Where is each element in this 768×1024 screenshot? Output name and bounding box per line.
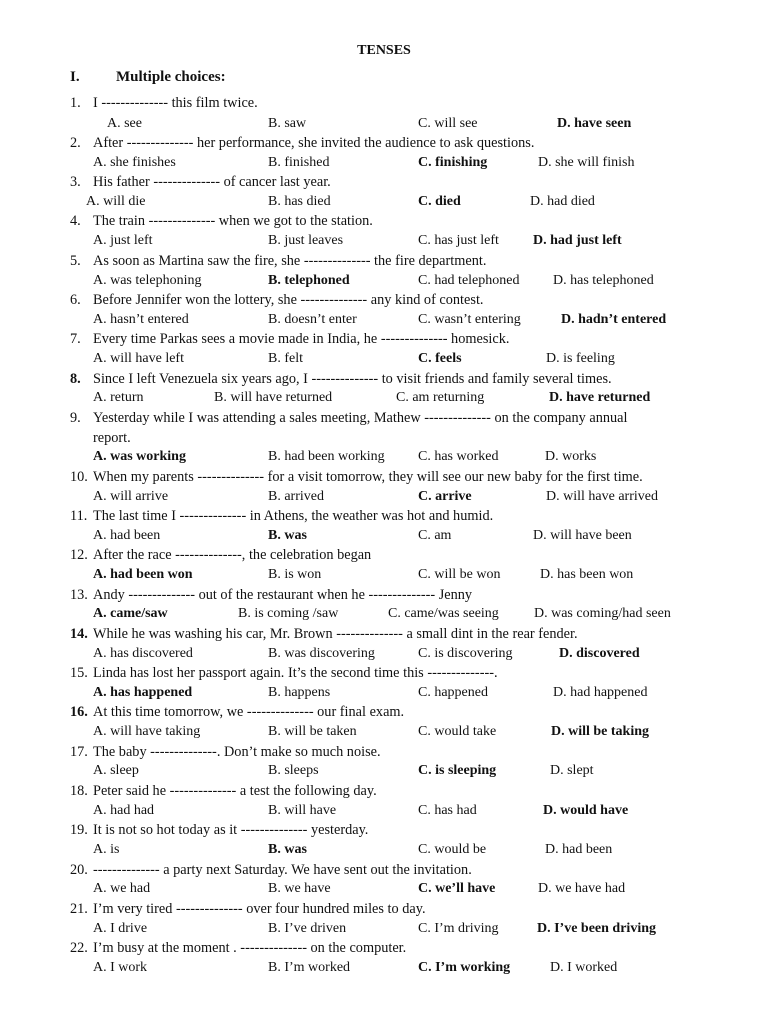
- question-text: While he was washing his car, Mr. Brown -------------- a small dint in the rear fender.: [93, 626, 578, 642]
- question-17: [70, 742, 381, 762]
- answer-option-a: A. will arrive: [93, 489, 169, 504]
- answer-option-d: D. I worked: [550, 960, 618, 975]
- question-number: 2.: [70, 135, 81, 151]
- question-4: [70, 211, 373, 231]
- question-5: [70, 251, 486, 271]
- question-text-continued: report.: [93, 430, 131, 446]
- answer-option-b: B. doesn’t enter: [268, 312, 357, 327]
- question-7: [70, 329, 509, 349]
- question-16: [70, 702, 404, 722]
- question-text: When my parents -------------- for a visit tomorrow, they will see our new baby for the first time.: [93, 469, 643, 485]
- question-text: Yesterday while I was attending a sales meeting, Mathew -------------- on the company annual: [93, 410, 628, 426]
- question-text: His father -------------- of cancer last year.: [93, 174, 331, 190]
- answer-option-c: C. we’ll have: [418, 881, 496, 896]
- answer-option-c: C. am returning: [396, 390, 485, 405]
- question-number: 18.: [70, 783, 88, 799]
- answer-option-c: C. would be: [418, 842, 487, 857]
- answer-option-b: B. we have: [268, 881, 331, 896]
- question-text: I’m busy at the moment . -------------- on the computer.: [93, 940, 407, 956]
- answer-option-b: B. was: [268, 842, 307, 857]
- question-number: 13.: [70, 587, 88, 603]
- question-number: 22.: [70, 940, 88, 956]
- answer-option-b: B. felt: [268, 351, 303, 366]
- answer-option-d: D. I’ve been driving: [537, 921, 656, 936]
- question-18: [70, 781, 377, 801]
- question-15: [70, 663, 498, 683]
- answer-option-a: A. return: [93, 390, 144, 405]
- question-number: 15.: [70, 665, 88, 681]
- question-number: 10.: [70, 469, 88, 485]
- question-number: 8.: [70, 371, 81, 387]
- answer-option-a: A. had had: [93, 803, 155, 818]
- answer-option-a: A. was working: [93, 449, 186, 464]
- answer-option-c: C. feels: [418, 351, 462, 366]
- answer-option-b: B. finished: [268, 155, 330, 170]
- answer-option-d: D. had died: [530, 194, 595, 209]
- answer-option-d: D. had happened: [553, 685, 648, 700]
- question-text: The train -------------- when we got to the station.: [93, 213, 373, 229]
- answer-option-d: D. will have arrived: [546, 489, 658, 504]
- question-2: [70, 133, 534, 153]
- answer-option-b: B. was: [268, 528, 307, 543]
- answer-option-d: D. has been won: [540, 567, 634, 582]
- answer-option-d: D. will have been: [533, 528, 632, 543]
- answer-option-c: C. wasn’t entering: [418, 312, 521, 327]
- question-19: [70, 820, 368, 840]
- answer-option-d: D. will be taking: [551, 724, 650, 739]
- answer-option-c: C. arrive: [418, 489, 472, 504]
- answer-option-d: D. had just left: [533, 233, 622, 248]
- question-number: 17.: [70, 744, 88, 760]
- answer-option-c: C. is sleeping: [418, 763, 497, 778]
- question-11: [70, 506, 493, 526]
- question-text: The last time I -------------- in Athens, the weather was hot and humid.: [93, 508, 494, 524]
- answer-option-b: B. had been working: [268, 449, 385, 464]
- answer-option-c: C. will be won: [418, 567, 501, 582]
- question-20: [70, 860, 472, 880]
- question-13: [70, 585, 472, 605]
- answer-option-b: B. just leaves: [268, 233, 344, 248]
- answer-option-b: B. is coming /saw: [238, 606, 339, 621]
- answer-option-a: A. was telephoning: [93, 273, 202, 288]
- answer-option-a: A. I drive: [93, 921, 148, 936]
- answer-option-b: B. will be taken: [268, 724, 357, 739]
- question-6: [70, 290, 484, 310]
- question-text: Every time Parkas sees a movie made in India, he -------------- homesick.: [93, 331, 510, 347]
- question-text: -------------- a party next Saturday. We have sent out the invitation.: [93, 862, 472, 878]
- question-text: The baby --------------. Don’t make so much noise.: [93, 744, 381, 760]
- answer-option-c: C. I’m driving: [418, 921, 499, 936]
- question-number: 20.: [70, 862, 88, 878]
- answer-option-a: A. has discovered: [93, 646, 193, 661]
- question-10: [70, 467, 643, 487]
- answer-option-b: B. arrived: [268, 489, 324, 504]
- page-title: TENSES: [357, 43, 411, 58]
- question-8: [70, 369, 612, 389]
- answer-option-d: D. would have: [543, 803, 629, 818]
- answer-option-a: A. is: [93, 842, 120, 857]
- question-number: 3.: [70, 174, 81, 190]
- question-text: It is not so hot today as it -------------- yesterday.: [93, 822, 369, 838]
- answer-option-c: C. would take: [418, 724, 497, 739]
- answer-option-c: C. has just left: [418, 233, 499, 248]
- question-number: 6.: [70, 292, 81, 308]
- answer-option-d: D. we have had: [538, 881, 626, 896]
- question-9: [70, 408, 628, 428]
- answer-option-d: D. slept: [550, 763, 594, 778]
- answer-option-a: A. has happened: [93, 685, 193, 700]
- answer-option-d: D. was coming/had seen: [534, 606, 671, 621]
- question-text: After -------------- her performance, she invited the audience to ask questions.: [93, 135, 535, 151]
- answer-option-d: D. have seen: [557, 116, 632, 131]
- question-text: At this time tomorrow, we -------------- our final exam.: [93, 704, 405, 720]
- answer-option-d: D. is feeling: [546, 351, 615, 366]
- question-text: As soon as Martina saw the fire, she -------------- the fire department.: [93, 253, 487, 269]
- section-heading: [70, 69, 226, 86]
- answer-option-a: A. sleep: [93, 763, 139, 778]
- answer-option-d: D. hadn’t entered: [561, 312, 667, 327]
- answer-option-c: C. is discovering: [418, 646, 513, 661]
- question-1: [70, 93, 258, 113]
- question-number: 12.: [70, 547, 88, 563]
- answer-option-b: B. is won: [268, 567, 322, 582]
- answer-option-b: B. saw: [268, 116, 307, 131]
- answer-option-a: A. hasn’t entered: [93, 312, 189, 327]
- question-number: 1.: [70, 95, 81, 111]
- answer-option-a: A. will have taking: [93, 724, 201, 739]
- question-text: I -------------- this film twice.: [93, 95, 258, 111]
- question-text: Before Jennifer won the lottery, she -------------- any kind of contest.: [93, 292, 484, 308]
- answer-option-d: D. has telephoned: [553, 273, 654, 288]
- answer-option-b: B. I’m worked: [268, 960, 351, 975]
- question-text: After the race --------------, the celebration began: [93, 547, 372, 563]
- answer-option-d: D. have returned: [549, 390, 651, 405]
- answer-option-a: A. had been: [93, 528, 161, 543]
- answer-option-d: D. had been: [545, 842, 613, 857]
- answer-option-a: A. will have left: [93, 351, 184, 366]
- answer-option-d: D. she will finish: [538, 155, 635, 170]
- question-3: [70, 172, 331, 192]
- answer-option-c: C. has had: [418, 803, 477, 818]
- answer-option-c: C. am: [418, 528, 452, 543]
- answer-option-c: C. happened: [418, 685, 488, 700]
- answer-option-a: A. see: [107, 116, 142, 131]
- answer-option-c: C. finishing: [418, 155, 488, 170]
- question-text: Andy -------------- out of the restaurant when he -------------- Jenny: [93, 587, 473, 603]
- question-12: [70, 545, 371, 565]
- question-text: Linda has lost her passport again. It’s the second time this --------------.: [93, 665, 498, 681]
- answer-option-d: D. discovered: [559, 646, 640, 661]
- answer-option-c: C. had telephoned: [418, 273, 520, 288]
- section-label: Multiple choices:: [116, 69, 226, 85]
- question-text: Peter said he -------------- a test the following day.: [93, 783, 377, 799]
- answer-option-c: C. I’m working: [418, 960, 511, 975]
- answer-option-b: B. will have returned: [214, 390, 333, 405]
- answer-option-b: B. has died: [268, 194, 331, 209]
- answer-option-b: B. telephoned: [268, 273, 350, 288]
- answer-option-a: A. will die: [86, 194, 146, 209]
- question-number: 16.: [70, 704, 88, 720]
- question-number: 9.: [70, 410, 81, 426]
- answer-option-a: A. we had: [93, 881, 151, 896]
- answer-option-b: B. will have: [268, 803, 337, 818]
- question-text: Since I left Venezuela six years ago, I -------------- to visit friends and family several times.: [93, 371, 612, 387]
- answer-option-a: A. just left: [93, 233, 153, 248]
- answer-option-d: D. works: [545, 449, 597, 464]
- question-text: I’m very tired -------------- over four hundred miles to day.: [93, 901, 426, 917]
- question-number: 21.: [70, 901, 88, 917]
- answer-option-a: A. came/saw: [93, 606, 168, 621]
- answer-option-c: C. died: [418, 194, 461, 209]
- answer-option-a: A. I work: [93, 960, 148, 975]
- question-number: 7.: [70, 331, 81, 347]
- question-14: [70, 624, 578, 644]
- answer-option-b: B. sleeps: [268, 763, 319, 778]
- question-number: 19.: [70, 822, 88, 838]
- answer-option-c: C. will see: [418, 116, 478, 131]
- question-21: [70, 899, 426, 919]
- question-number: 11.: [70, 508, 88, 524]
- answer-option-b: B. happens: [268, 685, 331, 700]
- question-number: 14.: [70, 626, 88, 642]
- answer-option-a: A. she finishes: [93, 155, 176, 170]
- answer-option-b: B. was discovering: [268, 646, 375, 661]
- question-22: [70, 938, 406, 958]
- section-number: I.: [70, 69, 80, 85]
- answer-option-a: A. had been won: [93, 567, 193, 582]
- answer-option-b: B. I’ve driven: [268, 921, 347, 936]
- answer-option-c: C. came/was seeing: [388, 606, 499, 621]
- question-number: 4.: [70, 213, 81, 229]
- question-number: 5.: [70, 253, 81, 269]
- answer-option-c: C. has worked: [418, 449, 499, 464]
